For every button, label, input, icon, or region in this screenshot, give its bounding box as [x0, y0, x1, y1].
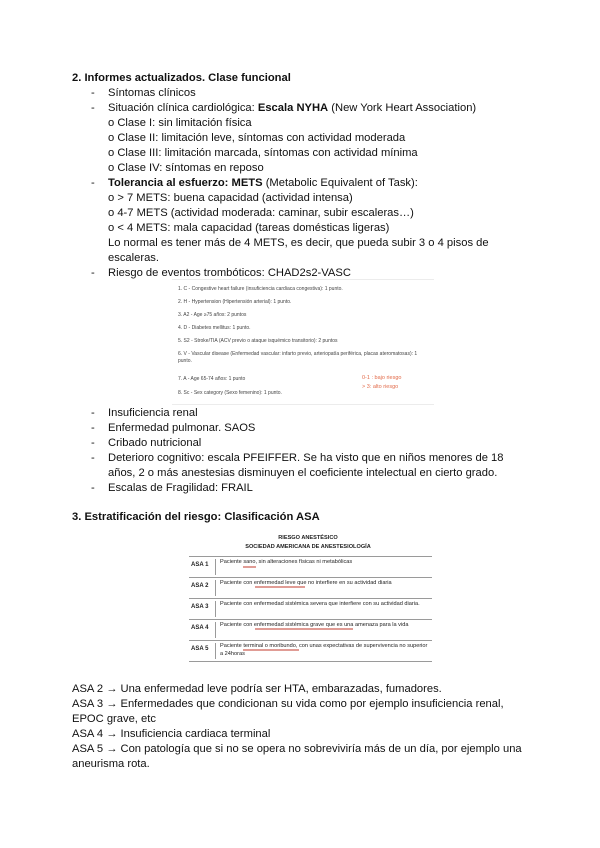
asa-note: aneurisma rota. — [72, 758, 150, 770]
chad-risk-note: > 3: alto riesgo — [362, 384, 399, 390]
bullet-nyha-suffix: (New York Heart Association) — [328, 102, 477, 114]
asa-desc: Paciente sano, sin alteraciones físicas ni metabólicas — [215, 559, 430, 575]
asa-note: ASA 5 → Con patología que si no se opera no sobreviviría más de un día, por ejemplo una — [72, 743, 522, 755]
bullet-dash: - — [91, 267, 95, 279]
bullet-nyha-bold: Escala NYHA — [257, 102, 329, 114]
bullet-dash: - — [91, 87, 95, 99]
bullet-mets-suffix: (Metabolic Equivalent of Task): — [262, 177, 418, 189]
bullet-nutricional: Cribado nutricional — [108, 437, 202, 449]
mets-note: Lo normal es tener más de 4 METS, es decir, que pueda subir 3 o 4 pisos de — [108, 237, 489, 249]
bullet-nyha — [108, 101, 476, 116]
mets-level: o < 4 METS: mala capacidad (tareas domésticas ligeras) — [108, 222, 390, 234]
chad-item: 7. A - Age 65-74 años: 1 punto — [178, 376, 246, 382]
bullet-mets — [108, 176, 418, 191]
asa-desc: Paciente con enfermedad sistémica grave que es una amenaza para la vida — [215, 622, 430, 638]
chad-item: 4. D - Diabetes mellitus: 1 punto. — [178, 325, 251, 331]
nyha-class: o Clase I: sin limitación física — [108, 117, 252, 129]
bullet-dash: - — [91, 177, 95, 189]
mets-note: escaleras. — [108, 252, 159, 264]
mets-level: o 4-7 METS (actividad moderada: caminar, subir escaleras…) — [108, 207, 414, 219]
chad-item: 8. Sc - Sex category (Sexo femenino): 1 punto. — [178, 390, 282, 396]
bullet-dash: - — [91, 482, 95, 494]
chad-item: 2. H - Hypertension (Hipertensión arterial): 1 punto. — [178, 299, 292, 305]
chad-item: 3. A2 - Age ≥75 años: 2 puntos — [178, 312, 247, 318]
asa-note: ASA 4 → Insuficiencia cardiaca terminal — [72, 728, 271, 740]
bullet-dash: - — [91, 407, 95, 419]
bullet-sintomas: Síntomas clínicos — [108, 87, 196, 99]
asa-desc: Paciente terminal o moribundo, con unas expectativas de supervivencia no superior a 24horas — [215, 643, 430, 659]
asa-table-subtitle: SOCIEDAD AMERICANA DE ANESTESIOLOGÍA — [245, 544, 371, 550]
asa-desc: Paciente con enfermedad sistémica severa que interfiere con su actividad diaria. — [215, 601, 430, 617]
bullet-dash: - — [91, 102, 95, 114]
nyha-class: o Clase III: limitación marcada, síntomas con actividad mínima — [108, 147, 418, 159]
bullet-dash: - — [91, 422, 95, 434]
mets-level: o > 7 METS: buena capacidad (actividad intensa) — [108, 192, 353, 204]
section-2-title: 2. Informes actualizados. Clase funcional — [72, 72, 291, 84]
bullet-cognitivo: Deterioro cognitivo: escala PFEIFFER. Se ha visto que en niños menores de 18 — [108, 452, 504, 464]
asa-label: ASA 5 — [191, 646, 209, 652]
bullet-dash: - — [91, 437, 95, 449]
bullet-mets-bold: Tolerancia al esfuerzo: METS — [108, 177, 263, 189]
chad-risk-note: 0-1 : bajo riesgo — [362, 375, 402, 381]
asa-label: ASA 4 — [191, 625, 209, 631]
chad-item: 6. V - Vascular disease (Enfermedad vascular: infarto previo, arteriopatía periférica, placas ateromatosas): 1 punto. — [178, 351, 418, 364]
section-3-title: 3. Estratificación del riesgo: Clasificación ASA — [72, 511, 320, 523]
chad-item: 5. S2 - Stroke/TIA (ACV previo o ataque isquémico transitorio): 2 puntos — [178, 338, 338, 344]
bullet-fragilidad: Escalas de Fragilidad: FRAIL — [108, 482, 253, 494]
asa-table-figure — [183, 525, 433, 674]
bullet-renal: Insuficiencia renal — [108, 407, 198, 419]
bullet-cognitivo-cont: años, 2 o más anestesias disminuyen el coeficiente intelectual en cierto grado. — [108, 467, 498, 479]
nyha-class: o Clase II: limitación leve, síntomas con actividad moderada — [108, 132, 406, 144]
bullet-dash: - — [91, 452, 95, 464]
asa-label: ASA 3 — [191, 604, 209, 610]
asa-note: EPOC grave, etc — [72, 713, 156, 725]
chad-item: 1. C - Congestive heart failure (insuficiencia cardiaca congestiva): 1 punto. — [178, 286, 343, 292]
asa-desc: Paciente con enfermedad leve que no interfiere en su actividad diaria — [215, 580, 430, 596]
asa-label: ASA 1 — [191, 562, 209, 568]
bullet-nyha-prefix: Situación clínica cardiológica: — [108, 102, 258, 114]
bullet-chad: Riesgo de eventos trombóticos: CHAD2s2-VASC — [108, 267, 351, 279]
asa-label: ASA 2 — [191, 583, 209, 589]
bullet-pulmonar: Enfermedad pulmonar. SAOS — [108, 422, 256, 434]
asa-note: ASA 3 → Enfermedades que condicionan su vida como por ejemplo insuficiencia renal, — [72, 698, 504, 710]
underline-annotations — [183, 525, 433, 674]
nyha-class: o Clase IV: síntomas en reposo — [108, 162, 264, 174]
asa-table-title: RIESGO ANESTÉSICO — [278, 535, 338, 541]
asa-note: ASA 2 → Una enfermedad leve podría ser HTA, embarazadas, fumadores. — [72, 683, 442, 695]
chad-vasc-figure — [172, 279, 434, 405]
